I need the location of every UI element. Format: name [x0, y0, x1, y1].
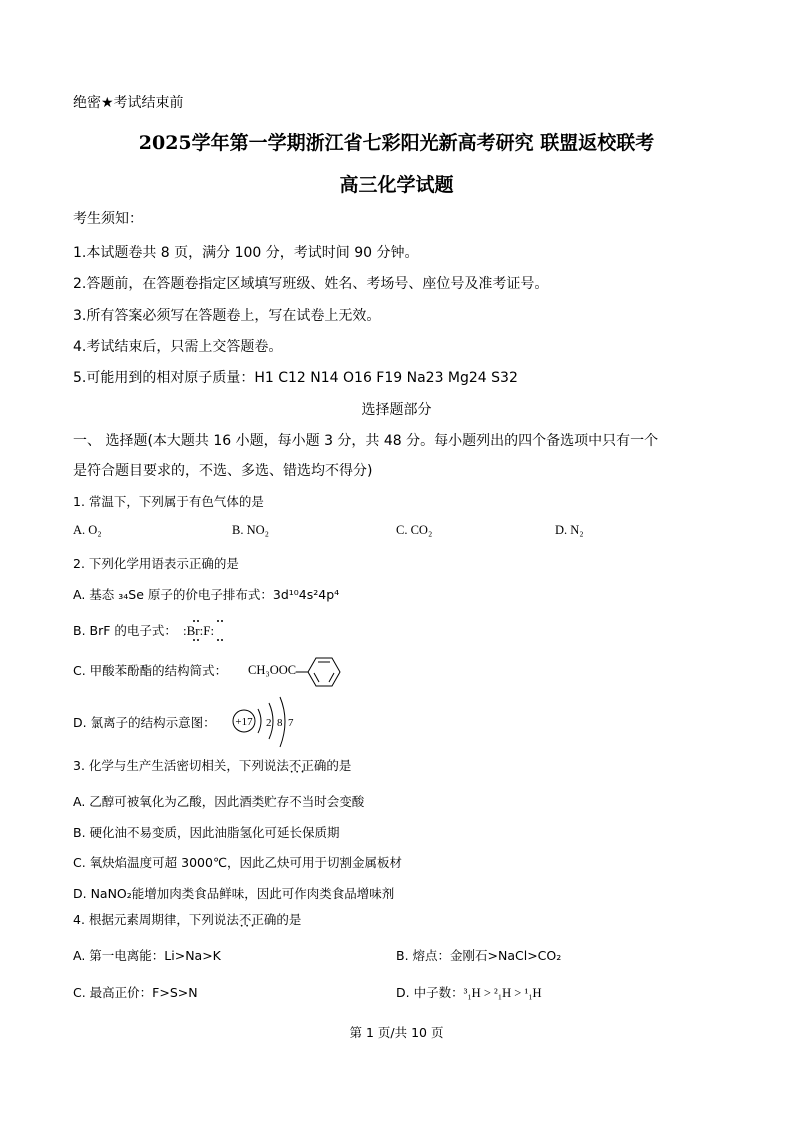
q2-option-b: B. BrF 的电子式：	[73, 623, 177, 638]
q1-option-d: D. N₂	[555, 523, 584, 537]
notice-item-2: 2.答题前，在答题卷指定区域填写班级、姓名、考场号、座位号及准考证号。	[73, 276, 549, 292]
section-title: 选择题部分	[361, 402, 432, 418]
q4-option-d	[396, 983, 542, 1001]
benzene-ring-icon	[296, 655, 348, 689]
q3-stem-after: 的是	[326, 758, 352, 773]
q4-option-d-prefix: D. 中子数：	[396, 985, 464, 1000]
exam-subtitle: 高三化学试题	[339, 174, 454, 196]
q2-option-c-formula: CH₃OOC	[248, 663, 297, 677]
lewis-dot-diagram	[181, 617, 241, 645]
q1-option-a: A. O₂	[73, 523, 102, 537]
shell-3-count: 7	[288, 717, 294, 729]
q2-stem: 2. 下列化学用语表示正确的是	[73, 556, 239, 571]
confidential-label: 绝密★考试结束前	[73, 95, 184, 111]
exam-title: 2025学年第一学期浙江省七彩阳光新高考研究 联盟返校联考	[138, 132, 655, 154]
q4-stem-emphasis: 不正确 • • •	[239, 910, 277, 928]
page-footer: 第 1 页/共 10 页	[349, 1025, 444, 1040]
notice-item-1: 1.本试题卷共 8 页，满分 100 分，考试时间 90 分钟。	[73, 245, 419, 261]
shell-2-count: 8	[277, 717, 283, 729]
q3-option-b: B. 硬化油不易变质，因此油脂氢化可延长保质期	[73, 825, 340, 840]
q2-option-d: D. 氯离子的结构示意图：	[73, 715, 216, 730]
q2-option-c: C. 甲酸苯酚酯的结构简式：	[73, 663, 228, 678]
q3-option-a: A. 乙醇可被氧化为乙酸，因此酒类贮存不当时会变酸	[73, 794, 365, 809]
q4-option-a: A. 第一电离能：Li>Na>K	[73, 948, 221, 963]
q4-stem-before: 4. 根据元素周期律，下列说法	[73, 912, 239, 927]
nucleus-charge: +17	[235, 716, 253, 728]
notice-item-3: 3.所有答案必须写在答题卷上，写在试卷上无效。	[73, 308, 381, 324]
q3-option-d: D. NaNO₂能增加肉类食品鲜味，因此可作肉类食品增味剂	[73, 886, 395, 901]
section-intro-line1: 一、 选择题(本大题共 16 小题，每小题 3 分，共 48 分。每小题列出的四个备选项中只有一个	[73, 433, 659, 449]
notice-heading: 考生须知：	[73, 211, 143, 227]
q4-stem	[73, 910, 301, 928]
q3-stem-before: 3. 化学与生产生活密切相关，下列说法	[73, 758, 289, 773]
section-intro-line2: 是符合题目要求的，不选、多选、错选均不得分)	[73, 463, 373, 479]
chloride-ion-structure-diagram	[232, 695, 302, 753]
q4-stem-after: 的是	[276, 912, 302, 927]
q3-stem-emphasis: 不正确 • • •	[289, 756, 327, 774]
lewis-formula: :Br:F:	[183, 623, 215, 638]
q4-option-d-expression: ³₁H > ²₁H > ¹₁H	[463, 986, 542, 1000]
q1-stem: 1. 常温下，下列属于有色气体的是	[73, 494, 264, 509]
q4-option-b: B. 熔点：金刚石>NaCl>CO₂	[396, 948, 562, 963]
notice-item-5: 5.可能用到的相对原子质量：H1 C12 N14 O16 F19 Na23 Mg24 S32	[73, 370, 518, 386]
q1-option-c: C. CO₂	[396, 523, 433, 537]
notice-item-4: 4.考试结束后，只需上交答题卷。	[73, 339, 283, 355]
q4-option-c: C. 最高正价：F>S>N	[73, 985, 198, 1000]
q2-lewis-structure	[181, 617, 241, 649]
shell-1-count: 2	[266, 717, 272, 729]
q3-option-c: C. 氧炔焰温度可超 3000℃，因此乙炔可用于切割金属板材	[73, 855, 402, 870]
q1-option-b: B. NO₂	[232, 523, 269, 537]
q3-stem	[73, 756, 351, 774]
q2-option-a: A. 基态 ₃₄Se 原子的价电子排布式：3d¹⁰4s²4p⁴	[73, 587, 340, 602]
